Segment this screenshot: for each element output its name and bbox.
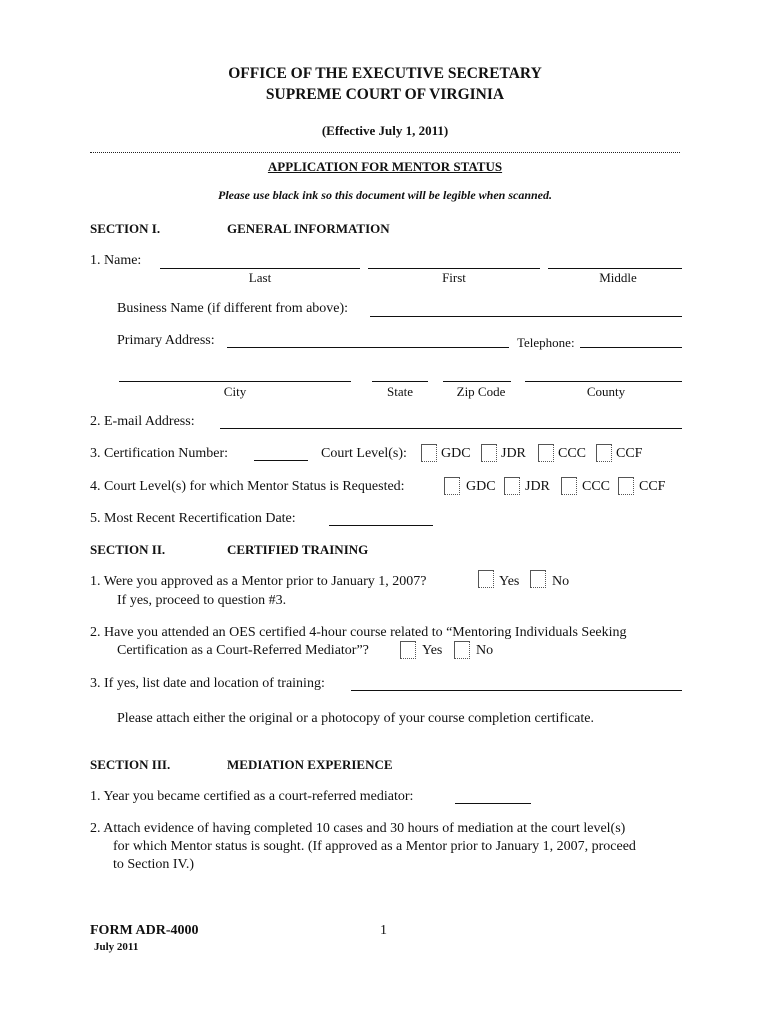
ccf-label: CCF xyxy=(616,446,643,461)
business-name-label: Business Name (if different from above): xyxy=(117,301,349,316)
email-label: 2. E-mail Address: xyxy=(90,414,195,429)
email-field[interactable] xyxy=(220,428,682,429)
header-line1: OFFICE OF THE EXECUTIVE SECRETARY xyxy=(228,65,542,82)
mediation-evidence-line1: 2. Attach evidence of having completed 10 cases and 30 hours of mediation at the court level(s) xyxy=(90,821,626,836)
mentor-ccf-label: CCF xyxy=(639,479,666,494)
recertification-date-field[interactable] xyxy=(329,525,433,526)
mentor-ccc-label: CCC xyxy=(582,479,611,494)
certification-number-field[interactable] xyxy=(254,460,308,461)
effective-date: (Effective July 1, 2011) xyxy=(321,123,449,138)
mentor-prior-no-checkbox[interactable] xyxy=(530,570,546,588)
court-levels-label: Court Level(s): xyxy=(321,446,407,461)
section3-title: MEDIATION EXPERIENCE xyxy=(227,757,393,772)
form-id: FORM ADR-4000 xyxy=(90,923,199,938)
mentor-jdr-checkbox[interactable] xyxy=(504,477,520,495)
state-caption: State xyxy=(387,384,413,399)
mentor-ccc-checkbox[interactable] xyxy=(561,477,577,495)
middle-name-field[interactable] xyxy=(548,268,682,269)
mediation-evidence-line3: to Section IV.) xyxy=(113,857,195,872)
telephone-field[interactable] xyxy=(580,347,682,348)
section1-title: GENERAL INFORMATION xyxy=(227,221,390,236)
county-field[interactable] xyxy=(525,381,682,382)
county-caption: County xyxy=(586,384,626,399)
mentor-prior-yes-label: Yes xyxy=(499,574,520,589)
mentor-ccf-checkbox[interactable] xyxy=(618,477,634,495)
year-certified-label: 1. Year you became certified as a court-referred mediator: xyxy=(90,789,414,804)
oes-course-no-checkbox[interactable] xyxy=(454,641,470,659)
state-field[interactable] xyxy=(372,381,428,382)
first-caption: First xyxy=(442,270,466,285)
ink-instruction: Please use black ink so this document will be legible when scanned. xyxy=(217,188,552,202)
section2-title: CERTIFIED TRAINING xyxy=(227,542,369,557)
section2-number: SECTION II. xyxy=(90,542,166,557)
mediation-evidence-line2: for which Mentor status is sought. (If approved as a Mentor prior to January 1, 2007, proceed xyxy=(113,839,636,854)
city-caption: City xyxy=(223,384,247,399)
mentor-prior-instruction: If yes, proceed to question #3. xyxy=(117,593,287,608)
recertification-date-label: 5. Most Recent Recertification Date: xyxy=(90,511,296,526)
ccc-checkbox[interactable] xyxy=(538,444,554,462)
jdr-checkbox[interactable] xyxy=(481,444,497,462)
first-name-field[interactable] xyxy=(368,268,540,269)
primary-address-label: Primary Address: xyxy=(117,333,215,348)
zip-caption: Zip Code xyxy=(456,384,506,399)
attach-certificate-note: Please attach either the original or a photocopy of your course completion certificate. xyxy=(117,711,594,726)
mentor-gdc-checkbox[interactable] xyxy=(444,477,460,495)
footer-date: July 2011 xyxy=(94,941,139,953)
year-certified-field[interactable] xyxy=(455,803,531,804)
header-divider xyxy=(90,152,680,153)
business-name-field[interactable] xyxy=(370,316,682,317)
middle-caption: Middle xyxy=(599,270,637,285)
ccf-checkbox[interactable] xyxy=(596,444,612,462)
header-line2: SUPREME COURT OF VIRGINIA xyxy=(265,86,505,103)
certification-number-label: 3. Certification Number: xyxy=(90,446,229,461)
section1-number: SECTION I. xyxy=(90,221,161,236)
zip-field[interactable] xyxy=(443,381,511,382)
oes-course-question-line2: Certification as a Court-Referred Mediator”? xyxy=(117,643,369,658)
mentor-prior-yes-checkbox[interactable] xyxy=(478,570,494,588)
mentor-prior-question: 1. Were you approved as a Mentor prior to January 1, 2007? xyxy=(90,574,427,589)
ccc-label: CCC xyxy=(558,446,587,461)
training-location-field[interactable] xyxy=(351,690,682,691)
page-number: 1 xyxy=(380,923,387,938)
telephone-label: Telephone: xyxy=(517,335,575,350)
jdr-label: JDR xyxy=(501,446,526,461)
mentor-jdr-label: JDR xyxy=(525,479,550,494)
gdc-checkbox[interactable] xyxy=(421,444,437,462)
section3-number: SECTION III. xyxy=(90,757,171,772)
last-name-field[interactable] xyxy=(160,268,360,269)
training-location-label: 3. If yes, list date and location of training: xyxy=(90,676,325,691)
oes-course-yes-checkbox[interactable] xyxy=(400,641,416,659)
oes-course-yes-label: Yes xyxy=(422,643,443,658)
last-caption: Last xyxy=(248,270,272,285)
mentor-gdc-label: GDC xyxy=(466,479,496,494)
mentor-prior-no-label: No xyxy=(552,574,570,589)
oes-course-question-line1: 2. Have you attended an OES certified 4-hour course related to “Mentoring Individuals Seeking xyxy=(90,625,627,640)
mentor-court-levels-label: 4. Court Level(s) for which Mentor Status is Requested: xyxy=(90,479,405,494)
name-label: 1. Name: xyxy=(90,253,142,268)
city-field[interactable] xyxy=(119,381,351,382)
primary-address-field[interactable] xyxy=(227,347,509,348)
oes-course-no-label: No xyxy=(476,643,494,658)
gdc-label: GDC xyxy=(441,446,471,461)
form-title: APPLICATION FOR MENTOR STATUS xyxy=(267,159,503,174)
